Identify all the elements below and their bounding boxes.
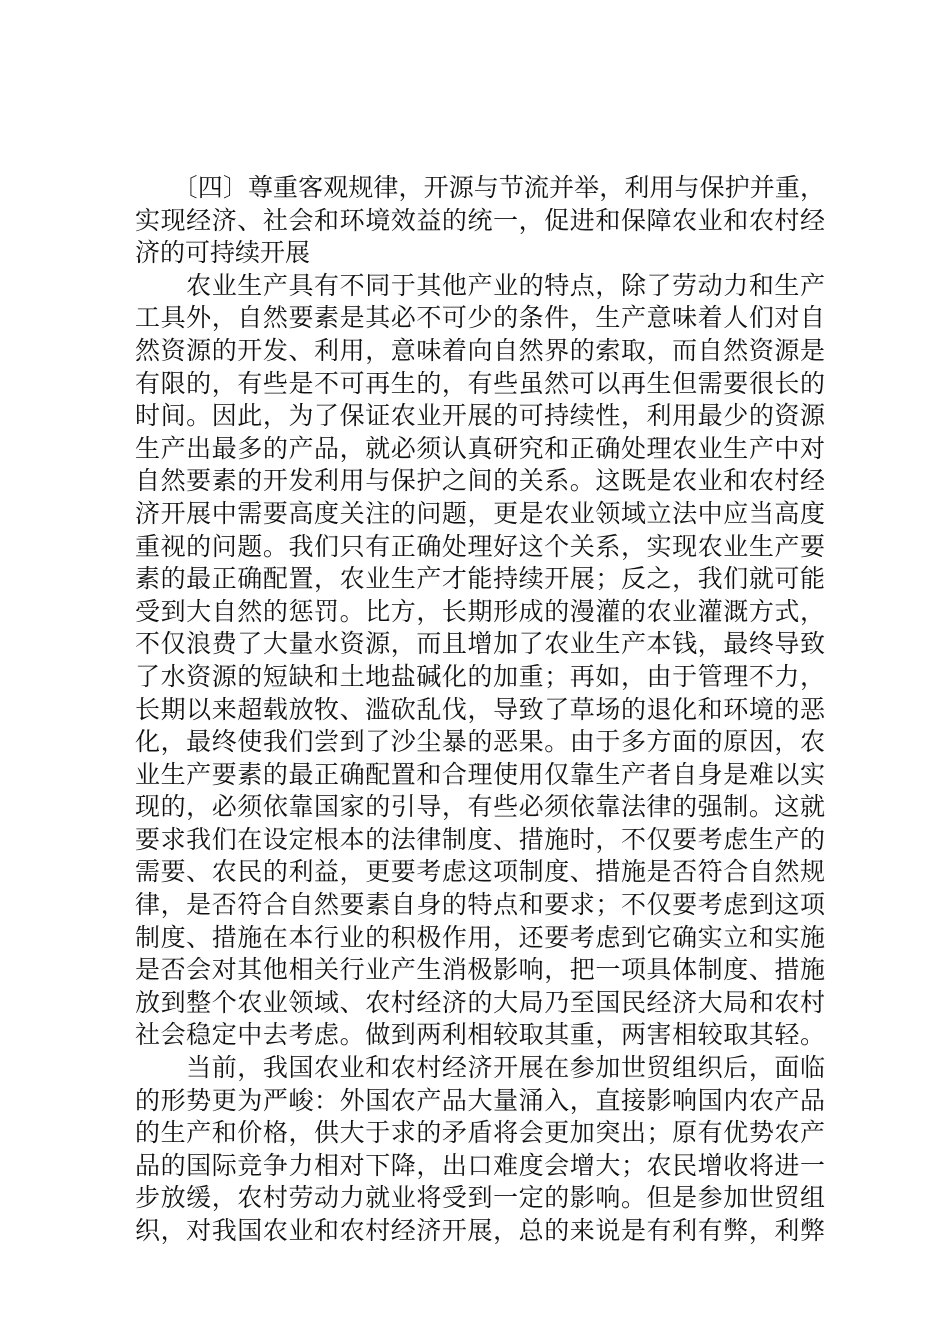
text-line: 受到大自然的惩罚。比方，长期形成的漫灌的农业灌溉方式， bbox=[135, 596, 825, 626]
text-line: 工具外，自然要素是其必不可少的条件，生产意味着人们对自 bbox=[135, 303, 825, 333]
text-line: 长期以来超载放牧、滥砍乱伐，导致了草场的退化和环境的恶 bbox=[135, 694, 825, 724]
text-line: 现的，必须依靠国家的引导，有些必须依靠法律的强制。这就 bbox=[135, 792, 825, 822]
text-line: 了水资源的短缺和土地盐碱化的加重；再如，由于管理不力， bbox=[135, 661, 825, 691]
text-line: 时间。因此，为了保证农业开展的可持续性，利用最少的资源 bbox=[135, 401, 825, 431]
text-line: 济开展中需要高度关注的问题，更是农业领域立法中应当高度 bbox=[135, 498, 825, 528]
text-line: 素的最正确配置，农业生产才能持续开展；反之，我们就可能 bbox=[135, 564, 825, 594]
text-line: 步放缓，农村劳动力就业将受到一定的影响。但是参加世贸组 bbox=[135, 1183, 825, 1213]
text-line: 有限的，有些是不可再生的，有些虽然可以再生但需要很长的 bbox=[135, 368, 825, 398]
text-line: 制度、措施在本行业的积极作用，还要考虑到它确实立和实施 bbox=[135, 922, 825, 952]
text-line: 要求我们在设定根本的法律制度、措施时，不仅要考虑生产的 bbox=[135, 824, 825, 854]
text-line: 律，是否符合自然要素自身的特点和要求；不仅要考虑到这项 bbox=[135, 890, 825, 920]
document-body bbox=[135, 172, 825, 1248]
text-line: 自然要素的开发利用与保护之间的关系。这既是农业和农村经 bbox=[135, 466, 825, 496]
text-line: 的生产和价格，供大于求的矛盾将会更加突出；原有优势农产 bbox=[135, 1118, 825, 1148]
text-line: 社会稳定中去考虑。做到两利相较取其重，两害相较取其轻。 bbox=[135, 1020, 825, 1050]
text-line: 放到整个农业领域、农村经济的大局乃至国民经济大局和农村 bbox=[135, 987, 825, 1017]
text-line: 〔四〕尊重客观规律，开源与节流并举，利用与保护并重， bbox=[135, 173, 825, 202]
text-line: 的形势更为严峻：外国农产品大量涌入，直接影响国内农产品 bbox=[135, 1085, 825, 1115]
text-line: 实现经济、社会和环境效益的统一，促进和保障农业和农村经 bbox=[135, 205, 825, 235]
text-line: 不仅浪费了大量水资源，而且增加了农业生产本钱，最终导致 bbox=[135, 629, 825, 659]
text-line: 当前，我国农业和农村经济开展在参加世贸组织后，面临 bbox=[135, 1053, 825, 1083]
text-line: 生产出最多的产品，就必须认真研究和正确处理农业生产中对 bbox=[135, 433, 825, 463]
text-line: 农业生产具有不同于其他产业的特点，除了劳动力和生产 bbox=[135, 270, 825, 300]
text-line: 然资源的开发、利用，意味着向自然界的索取，而自然资源是 bbox=[135, 335, 825, 365]
text-line: 重视的问题。我们只有正确处理好这个关系，实现农业生产要 bbox=[135, 531, 825, 561]
text-line: 化，最终使我们尝到了沙尘暴的恶果。由于多方面的原因，农 bbox=[135, 727, 825, 757]
text-line: 是否会对其他相关行业产生消极影响，把一项具体制度、措施 bbox=[135, 955, 825, 985]
text-line: 业生产要素的最正确配置和合理使用仅靠生产者自身是难以实 bbox=[135, 759, 825, 789]
text-line: 济的可持续开展 bbox=[135, 238, 311, 268]
text-line: 织，对我国农业和农村经济开展，总的来说是有利有弊，利弊 bbox=[135, 1216, 825, 1245]
text-line: 品的国际竞争力相对下降，出口难度会增大；农民增收将进一 bbox=[135, 1150, 825, 1180]
text-line: 需要、农民的利益，更要考虑这项制度、措施是否符合自然规 bbox=[135, 857, 825, 887]
